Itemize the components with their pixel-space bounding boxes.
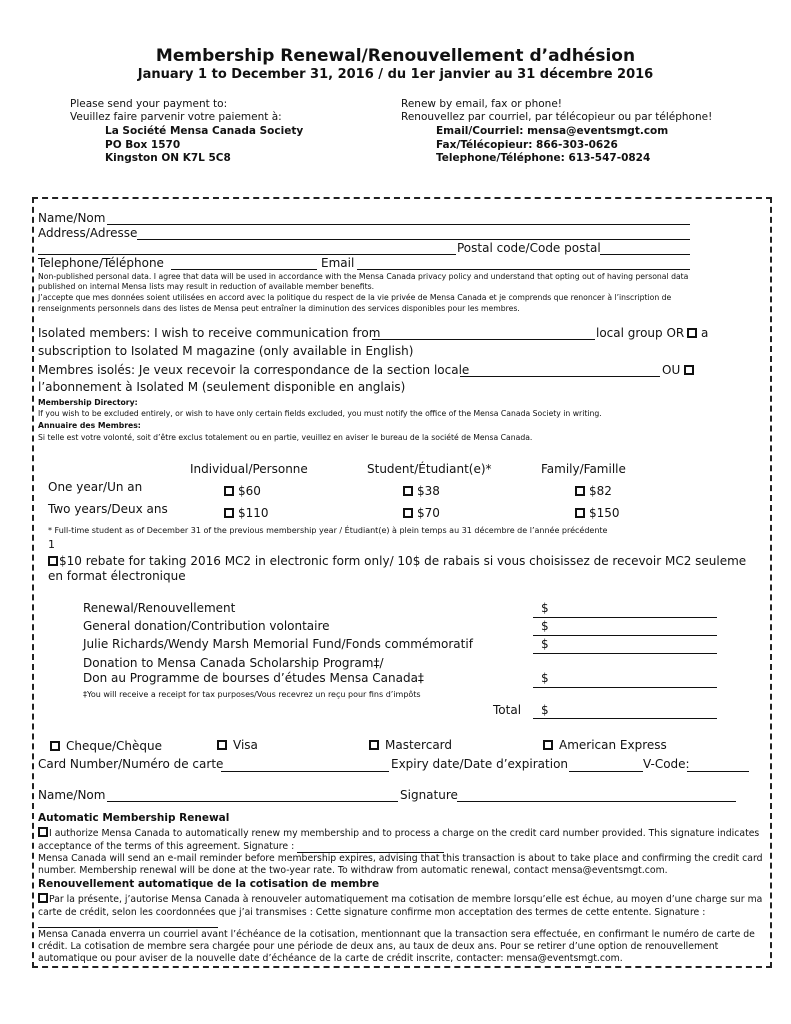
privacy-fr-1: J’accepte que mes données soient utilisées en accord avec la politique du respect de la vie privée de Mensa Canada et je comprends que renoncer à l’inscription de [38,293,672,302]
method-amex[interactable] [543,738,667,752]
price: $110 [238,506,269,520]
vcode-field[interactable] [687,771,749,772]
local-group-or: local group OR [596,326,685,340]
one-year-individual[interactable] [224,484,261,498]
donation-dollar: $ [541,619,549,633]
vcode-label: V-Code: [643,757,690,771]
auto-renewal-text-1: I authorize Mensa Canada to automatically renew my membership and to process a charge on the credit card number provided. This signature indicates [49,828,760,839]
postal-code-label: Postal code/Code postal [457,241,601,255]
address-field-2[interactable] [38,254,456,255]
auto-renewal-fr-text-5: automatique ou pour aviser de la nouvelle date d’échéance de la carte de crédit inscrite, contacter: mensa@eventsmgt.com. [38,953,623,964]
scholarship-label-1: Donation to Mensa Canada Scholarship Program‡/ [83,656,384,670]
row-two-years: Two years/Deux ans [48,502,168,516]
price: $150 [589,506,620,520]
send-payment-fr: Veuillez faire parvenir votre paiement à: [70,111,282,123]
auto-renewal-heading: Automatic Membership Renewal [38,812,230,824]
privacy-en-1: Non-published personal data. I agree that data will be used in accordance with the Mensa Canada privacy policy and understand that opting out of having personal data [38,272,689,281]
two-year-individual[interactable] [224,506,269,520]
directory-en-text: If you wish to be excluded entirely, or wish to have only certain fields excluded, you must notify the office of the Mensa Canada Society in writing. [38,409,602,418]
checkbox[interactable] [224,508,234,518]
renew-methods-fr: Renouvellez par courriel, par télécopieur ou par téléphone! [401,111,713,123]
price: $70 [417,506,440,520]
ou-label: OU [662,363,681,377]
auto-renewal-text-4: number. Membership renewal will be done at the two-year rate. To withdraw from automatic renewal, contact mensa@eventsmgt.com. [38,865,668,876]
checkbox[interactable] [575,508,585,518]
auto-renewal-fr-signature-field[interactable] [38,927,218,928]
receipt-note: ‡You will receive a receipt for tax purposes/Vous recevrez un reçu pour fins d’impôts [83,690,421,699]
col-student: Student/Étudiant(e)* [367,462,492,476]
expiry-field[interactable] [569,771,643,772]
isolated-en-1: Isolated members: I wish to receive communication from [38,326,381,340]
auto-renewal-fr-text-2: carte de crédit, selon les coordonnées que j’ai transmises : Cette signature confirme mon acceptation des termes de cette entente. Signature : [38,907,706,918]
postal-code-field[interactable] [600,254,690,255]
isolated-fr-1: Membres isolés: Je veux recevoir la correspondance de la section locale [38,363,470,377]
checkbox[interactable] [224,486,234,496]
two-year-student[interactable] [403,506,440,520]
signature-label: Signature [400,788,458,802]
isolated-fr-2: l’abonnement à Isolated M (seulement disponible en anglais) [38,380,406,394]
auto-renewal-fr-option[interactable] [38,893,762,905]
send-payment-en: Please send your payment to: [70,98,228,110]
org-city: Kingston ON K7L 5C8 [105,152,231,164]
checkbox[interactable] [543,740,553,750]
page-title: Membership Renewal/Renouvellement d’adhésion [155,46,636,66]
telephone-label: Telephone/Téléphone [38,256,164,270]
renew-methods-en: Renew by email, fax or phone! [401,98,563,110]
isolated-m-option[interactable] [687,326,708,340]
price: $60 [238,484,261,498]
email-field[interactable] [357,269,690,270]
auto-renewal-fr-text-3: Mensa Canada enverra un courriel avant l’échéance de la cotisation, mentionnant que la transaction sera effectuée, en confirmant le numéro de carte de [38,929,755,940]
renewal-label: Renewal/Renouvellement [83,601,236,615]
directory-en-heading: Membership Directory: [38,398,138,407]
scholarship-dollar: $ [541,671,549,685]
method-visa[interactable] [217,738,258,752]
rebate-checkbox[interactable] [48,556,58,566]
signature-field[interactable] [457,801,736,802]
price: $82 [589,484,612,498]
isolated-fr-ou[interactable] [662,363,698,377]
auto-renewal-text-2: acceptance of the terms of this agreement. Signature : [38,841,295,852]
isolated-m-checkbox[interactable] [687,328,697,338]
contact-email: Email/Courriel: mensa@eventsmgt.com [436,125,669,137]
email-label: Email [321,256,355,270]
renewal-amount-field[interactable] [533,617,717,618]
auto-renewal-text-3: Mensa Canada will send an e-mail reminder before membership expires, advising that this transaction is about to take place and confirming the credit card [38,853,763,864]
org-pobox: PO Box 1570 [105,139,181,151]
fund-amount-field[interactable] [533,653,717,654]
cardholder-name-field[interactable] [107,801,398,802]
donation-amount-field[interactable] [533,635,717,636]
isolated-en-2: subscription to Isolated M magazine (only available in English) [38,344,414,358]
directory-fr-text: Si telle est votre volonté, soit d’être exclus totalement ou en partie, veuillez en aviser le bureau de la société de Mensa Canada. [38,433,533,442]
local-group-field[interactable] [372,339,595,340]
telephone-field[interactable] [171,269,317,270]
rebate-text-2: en format électronique [48,569,186,583]
auto-renewal-fr-text-1: Par la présente, j’autorise Mensa Canada à renouveler automatiquement ma cotisation de membre lorsqu’elle est échue, au moyen d’une charge sur ma [49,894,763,905]
fund-label: Julie Richards/Wendy Marsh Memorial Fund/Fonds commémoratif [83,637,473,651]
privacy-en-2: published on internal Mensa lists may result in reduction of available member benefits. [38,282,375,291]
isolated-m-fr-checkbox[interactable] [684,365,694,375]
expiry-label: Expiry date/Date d’expiration [391,757,569,771]
auto-renewal-fr-text-4: crédit. La cotisation de membre sera chargée pour une période de deux ans, au taux de deux ans. Pour se retirer d’une option de renouvellement [38,941,719,952]
method-mastercard[interactable] [369,738,452,752]
checkbox[interactable] [403,486,413,496]
donation-label: General donation/Contribution volontaire [83,619,330,633]
checkbox[interactable] [217,740,227,750]
card-number-field[interactable] [221,771,389,772]
total-dollar: $ [541,703,549,717]
privacy-fr-2: renseignments personnels dans des listes de Mensa peut entraîner la diminution des services disponibles pour les membres. [38,304,520,313]
total-amount-field[interactable] [533,718,717,719]
checkbox[interactable] [50,741,60,751]
student-footnote: * Full-time student as of December 31 of the previous membership year / Étudiant(e) à plein temps au 31 décembre de l’année précédente [48,526,608,535]
section-locale-field[interactable] [460,376,660,377]
auto-renewal-fr-checkbox[interactable] [38,893,48,903]
auto-renewal-checkbox[interactable] [38,827,48,837]
address-field[interactable] [137,239,690,240]
scholarship-label-2: Don au Programme de bourses d’études Mensa Canada‡ [83,671,424,685]
method-label: Cheque/Chèque [66,739,162,753]
checkbox[interactable] [369,740,379,750]
contact-phone: Telephone/Téléphone: 613-547-0824 [436,152,651,164]
fund-dollar: $ [541,637,549,651]
method-label: American Express [559,738,667,752]
col-family: Family/Famille [541,462,626,476]
card-number-label: Card Number/Numéro de carte [38,757,224,771]
checkbox[interactable] [403,508,413,518]
method-label: Visa [233,738,258,752]
row-one-year: One year/Un an [48,480,143,494]
checkbox[interactable] [575,486,585,496]
auto-renewal-fr-heading: Renouvellement automatique de la cotisation de membre [38,878,380,890]
page-subtitle: January 1 to December 31, 2016 / du 1er janvier au 31 décembre 2016 [137,67,654,82]
col-individual: Individual/Personne [190,462,308,476]
name-label: Name/Nom [38,211,106,225]
method-cheque[interactable] [50,739,162,753]
price: $38 [417,484,440,498]
auto-renewal-option[interactable] [38,827,759,839]
total-label: Total [493,703,522,717]
cardholder-name-label: Name/Nom [38,788,106,802]
contact-fax: Fax/Télécopieur: 866-303-0626 [436,139,618,151]
two-year-family[interactable] [575,506,620,520]
name-field[interactable] [107,224,690,225]
address-label: Address/Adresse [38,226,138,240]
method-label: Mastercard [385,738,453,752]
directory-fr-heading: Annuaire des Membres: [38,421,141,430]
isolated-m-label: a [701,326,709,340]
renewal-dollar: $ [541,601,549,615]
one-year-family[interactable] [575,484,612,498]
footnote-number: 1 [48,538,55,551]
scholarship-amount-field[interactable] [533,687,717,688]
one-year-student[interactable] [403,484,440,498]
org-name: La Société Mensa Canada Society [105,125,304,137]
rebate-option[interactable] [48,554,746,568]
rebate-text: $10 rebate for taking 2016 MC2 in electronic form only/ 10$ de rabais si vous choisissez de recevoir MC2 seuleme [59,554,747,568]
